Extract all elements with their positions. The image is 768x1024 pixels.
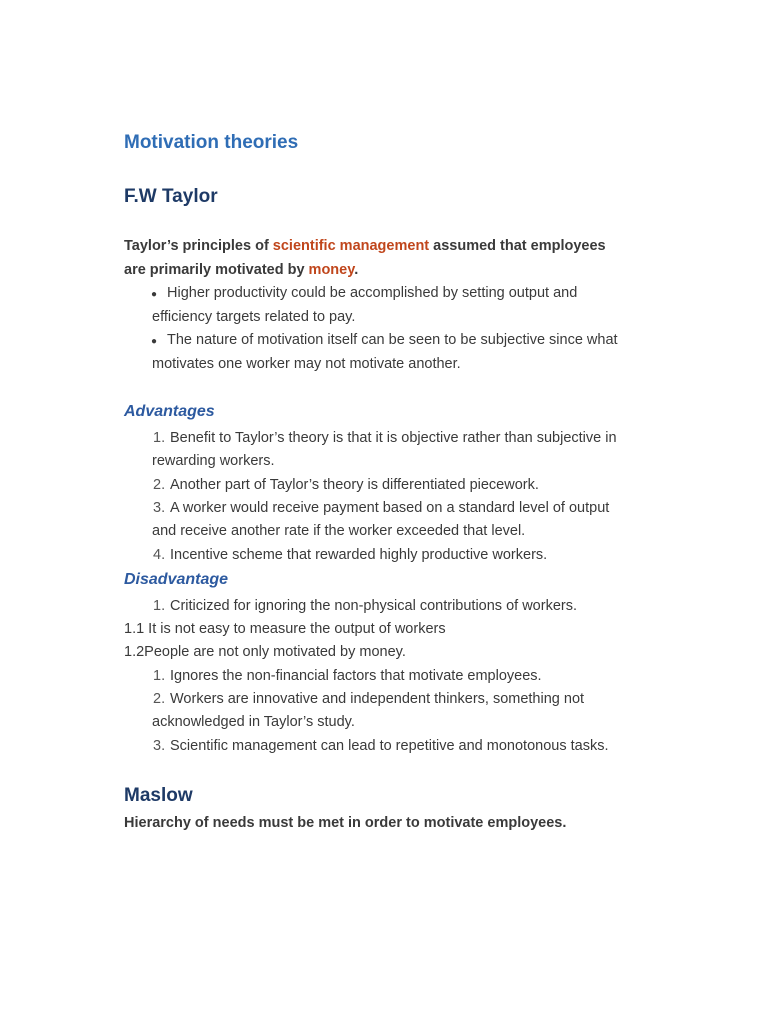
intro-highlight-scientific-management: scientific management (272, 238, 430, 254)
disadvantage-item-1: Criticized for ignoring the non-physical contributions of workers. (170, 598, 577, 614)
list-number: 2. (153, 477, 166, 493)
bullet-item-2-line-2: motivates one worker may not motivate another. (152, 356, 461, 372)
section-heading-maslow: Maslow (124, 785, 193, 806)
bullet-item-1-line-1: Higher productivity could be accomplished by setting output and (167, 285, 578, 301)
document-title: Motivation theories (124, 132, 299, 153)
list-number: 3. (153, 738, 166, 754)
advantage-item-1-line-2: rewarding workers. (152, 453, 275, 469)
intro-highlight-money: money (308, 262, 355, 278)
disadvantage-list-item-1: Ignores the non-financial factors that motivate employees. (170, 668, 542, 684)
advantage-item-3-line-1: A worker would receive payment based on a standard level of output (170, 500, 610, 516)
bullet-item-2-line-1: The nature of motivation itself can be seen to be subjective since what (167, 332, 618, 348)
section-heading-taylor: F.W Taylor (124, 186, 218, 207)
taylor-intro-line-2 (124, 262, 358, 278)
disadvantage-subitem-1-1: 1.1 It is not easy to measure the output of workers (124, 621, 446, 637)
list-number: 4. (153, 547, 166, 563)
section-heading-advantages: Advantages (124, 403, 215, 420)
advantage-item-1-line-1: Benefit to Taylor’s theory is that it is objective rather than subjective in (170, 430, 617, 446)
disadvantage-list-item-2-line-1: Workers are innovative and independent thinkers, something not (170, 691, 585, 707)
list-number: 1. (153, 598, 166, 614)
bullet-item-1-line-2: efficiency targets related to pay. (152, 309, 356, 325)
intro-text: assumed that employees (429, 238, 606, 254)
section-heading-disadvantage: Disadvantage (124, 571, 229, 588)
list-number: 3. (153, 500, 166, 516)
advantage-item-2: Another part of Taylor’s theory is differentiated piecework. (170, 477, 539, 493)
disadvantage-list-item-3: Scientific management can lead to repetitive and monotonous tasks. (170, 738, 609, 754)
intro-text: . (354, 262, 359, 278)
bullet-icon: ● (151, 289, 158, 300)
list-number: 1. (153, 668, 166, 684)
disadvantage-list-item-2-line-2: acknowledged in Taylor’s study. (152, 714, 355, 730)
maslow-summary: Hierarchy of needs must be met in order to motivate employees. (124, 815, 567, 831)
intro-text: are primarily motivated by (124, 262, 309, 278)
bullet-icon: ● (151, 336, 158, 347)
list-number: 1. (153, 430, 166, 446)
intro-text: Taylor’s principles of (124, 238, 273, 254)
advantage-item-4: Incentive scheme that rewarded highly productive workers. (170, 547, 548, 563)
taylor-intro-line-1 (124, 238, 606, 254)
advantage-item-3-line-2: and receive another rate if the worker exceeded that level. (152, 523, 526, 539)
disadvantage-subitem-1-2: 1.2People are not only motivated by money. (124, 644, 406, 660)
list-number: 2. (153, 691, 166, 707)
